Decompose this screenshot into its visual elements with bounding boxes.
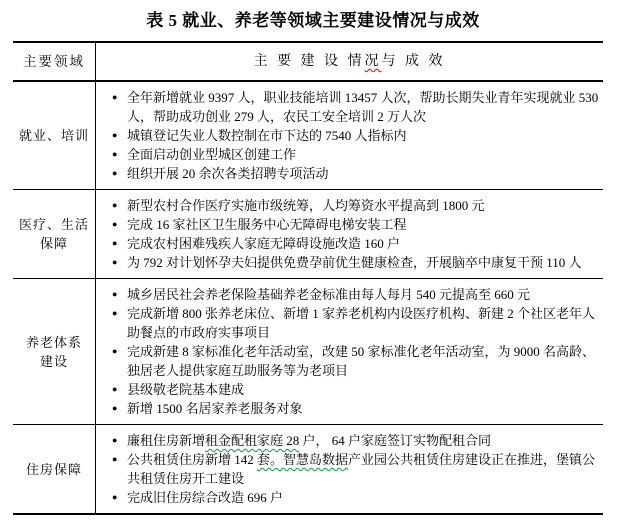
spellcheck-marked-text: 况 (364, 54, 382, 69)
achievement-item (112, 285, 601, 304)
row-label-line: 建设 (39, 353, 68, 369)
table-row-medical-living-security (13, 190, 603, 279)
bullet-icon: ● (112, 92, 118, 102)
table-row-housing-security (13, 425, 603, 513)
achievements-cell (96, 82, 603, 189)
table-row-employment-training (13, 82, 603, 190)
bullet-icon: ● (112, 403, 118, 413)
achievement-item (112, 253, 601, 272)
table-header-row (13, 43, 603, 82)
achievement-item (112, 196, 601, 215)
bullet-icon: ● (112, 346, 118, 356)
achievements-cell (96, 425, 603, 513)
row-label-cell (13, 425, 96, 513)
row-label-cell (13, 82, 96, 189)
achievement-item (112, 215, 601, 234)
bullet-icon: ● (112, 168, 118, 178)
achievement-text: 完成新增 800 张养老床位、新增 1 家养老机构内设医疗机构、新建 2 个社区老年人助餐点的市政府实事项目 (127, 306, 596, 340)
achievement-item (112, 488, 601, 507)
bullet-icon: ● (112, 257, 118, 267)
bullet-icon: ● (112, 238, 118, 248)
achievements-cell (96, 279, 603, 424)
header-text-pre: 主 要 建 设 情 (253, 54, 365, 69)
achievement-text: 完成 16 家社区卫生服务中心无障碍电梯安装工程 (127, 217, 407, 232)
bullet-icon: ● (112, 200, 118, 210)
header-text-post: 与 成 效 (381, 54, 446, 69)
achievement-text (127, 450, 601, 488)
table-row-elderly-care-system (13, 279, 603, 425)
achievement-item (112, 304, 601, 342)
achievement-item (112, 450, 601, 488)
achievement-text (127, 431, 601, 450)
achievement-text: 县级敬老院基本建成 (127, 382, 245, 397)
grammar-marked-text: 租金配租家庭 28 (205, 433, 300, 448)
bullet-icon: ● (112, 384, 118, 394)
row-label-line: 就业、培训 (18, 128, 89, 143)
header-col-achievements (96, 43, 603, 80)
bullet-icon: ● (112, 219, 118, 229)
row-label-line: 住房保障 (25, 461, 82, 477)
achievement-item (112, 431, 601, 450)
achievement-text: 组织开展 20 余次各类招聘专项活动 (127, 166, 329, 181)
bullet-icon: ● (112, 149, 118, 159)
achievement-text: 全面启动创业型城区创建工作 (127, 147, 297, 162)
achievement-text: 完成新建 8 家标准化老年活动室，改建 50 家标准化老年活动室，为 9000 名高龄、独居老人提供家庭互助服务等为老项目 (127, 344, 596, 378)
achievement-item (112, 88, 601, 126)
achievement-text: 城乡居民社会养老保险基础养老金标准由每人每月 540 元提高至 660 元 (127, 287, 531, 302)
achievement-text: 新型农村合作医疗实施市级统筹，人均筹资水平提高到 1800 元 (127, 198, 485, 213)
achievement-text-post: 产业园公共租赁住房建设正在推进，堡镇公共租赁住房开工建设 (127, 452, 596, 486)
row-label-line: 医疗、生活 (18, 217, 89, 232)
achievement-text-pre: 廉租住房新增 (127, 433, 206, 448)
bullet-icon: ● (112, 289, 118, 299)
row-label-cell (13, 279, 96, 424)
achievements-cell (96, 190, 603, 278)
achievement-text: 新增 1500 名居家养老服务对象 (127, 401, 303, 416)
table-title: 表 5 就业、养老等领域主要建设情况与成效 (146, 11, 480, 30)
achievement-text-pre: 公共租赁住房新增 142 (127, 452, 258, 467)
achievement-item (112, 399, 601, 418)
bullet-icon: ● (112, 492, 118, 502)
achievement-item (112, 380, 601, 399)
grammar-marked-text: 套。智慧岛数据 (257, 452, 349, 467)
header-col-areas: 主要领域 (13, 43, 96, 80)
achievement-item (112, 164, 601, 183)
bullet-icon: ● (112, 308, 118, 318)
bullet-icon: ● (112, 130, 118, 140)
achievement-text-post: 户， 64 户家庭签订实物配租合同 (299, 433, 492, 448)
achievement-text: 全年新增就业 9397 人，职业技能培训 13457 人次，帮助长期失业青年实现就业 530 人，帮助成功创业 279 人，农民工安全培训 2 万人次 (127, 90, 599, 124)
bullet-icon: ● (112, 435, 118, 445)
achievement-text: 为 792 对计划怀孕夫妇提供免费孕前优生健康检查，开展脑卒中康复干预 110 人 (127, 255, 582, 270)
document-page (0, 10, 626, 515)
achievement-text: 城镇登记失业人数控制在市下达的 7540 人指标内 (127, 128, 407, 143)
row-label-line: 养老体系 (25, 334, 82, 350)
achievement-item (112, 342, 601, 380)
achievement-text: 完成旧住房综合改造 696 户 (127, 490, 284, 505)
row-label-line: 保障 (39, 236, 68, 251)
bullet-icon: ● (112, 454, 118, 464)
achievement-item (112, 234, 601, 253)
achievement-text: 完成农村困难残疾人家庭无障碍设施改造 160 户 (127, 236, 401, 251)
row-label-cell (13, 190, 96, 278)
achievement-item (112, 126, 601, 145)
main-table (13, 41, 603, 515)
achievement-item (112, 145, 601, 164)
